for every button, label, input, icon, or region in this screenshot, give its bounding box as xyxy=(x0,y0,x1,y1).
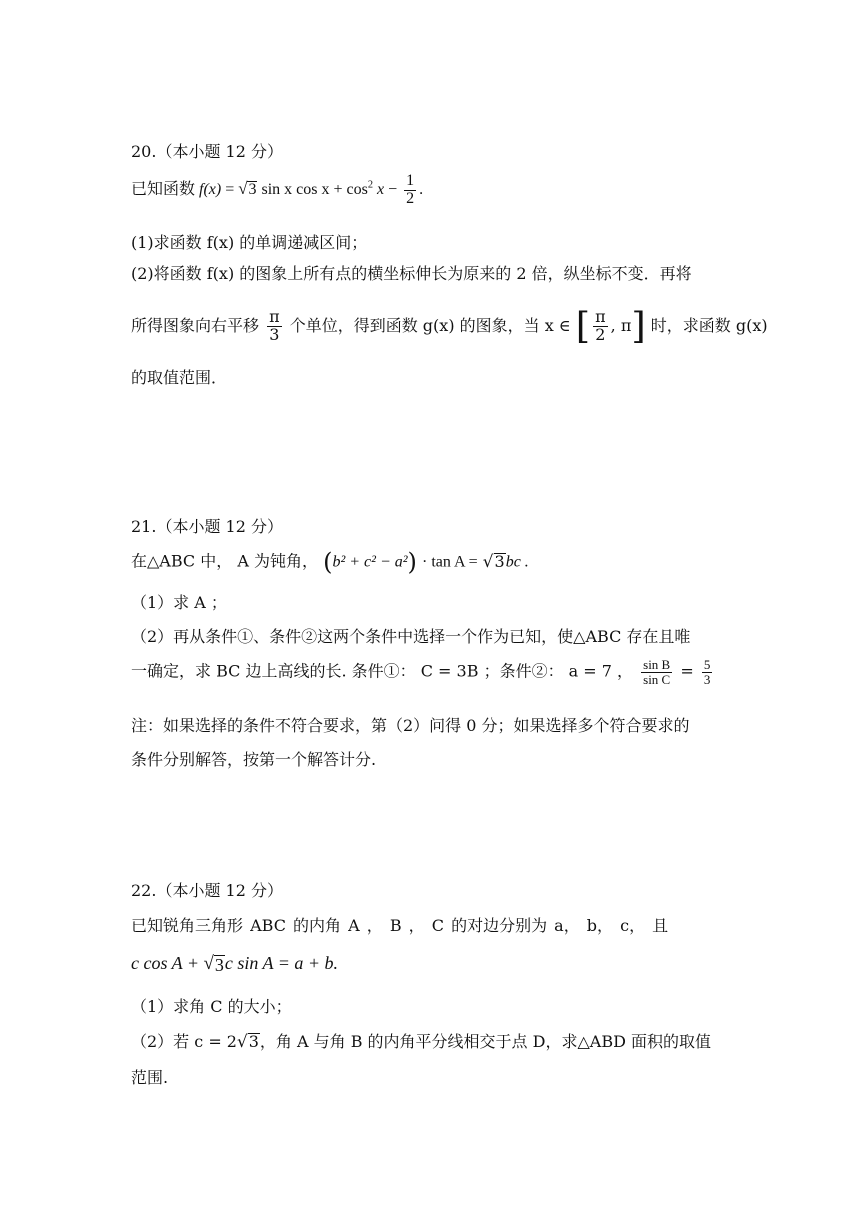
q22-line1: 已知锐角三角形 ABC 的内角 A ， B ， C 的对边分别为 a， b， c， 且 xyxy=(131,916,669,935)
q20-f-def: f(x) xyxy=(199,180,222,198)
q21-part1: （1）求 A ； xyxy=(131,593,227,612)
q20-interval-end: , π xyxy=(610,315,632,335)
q20-function-definition: 已知函数 f(x) = √ 3 sin x $\cos x + \cos^2 x$ − $\frac{1}{2}$ . xyxy=(131,172,424,207)
q21-equals: = xyxy=(680,661,694,681)
q21-line1-pre: 在△ABC 中， A 为钝角， xyxy=(131,551,318,571)
q20-interval-start: $\frac{\pi}{2}$ xyxy=(595,307,606,344)
q20-intro: 已知函数 xyxy=(131,180,196,198)
q20-part2-line3: 的取值范围． xyxy=(131,368,228,387)
q20-sqrt3: √ 3 xyxy=(238,178,257,198)
q22-line2 xyxy=(131,953,338,975)
q21-sqrt3: √ 3 xyxy=(482,550,505,571)
q21-note-line2: 条件分别解答，按第一个解答计分. xyxy=(131,750,377,769)
q21-part2-line1: （2）再从条件①、条件②这两个条件中选择一个作为已知，使△ABC 存在且唯 xyxy=(131,627,691,646)
q20-part2-line1: (2)将函数 f(x) 的图象上所有点的横坐标伸长为原来的 2 倍，纵坐标不变．再将 xyxy=(131,264,692,283)
q22-line2-pre: c cos A + xyxy=(131,953,199,973)
q20-part2-mid-text: 个单位，得到函数 g(x) 的图象，当 x ∈ xyxy=(289,315,571,335)
q21-five-thirds: $\frac{5}{3}$ xyxy=(703,657,711,687)
q21-line1-post: · tan A = xyxy=(422,553,478,571)
q22-heading: 22.（本小题 12 分） xyxy=(131,881,283,900)
q22-part2-line1 xyxy=(131,1032,711,1051)
q22-part2-line2: 范围. xyxy=(131,1068,169,1087)
q21-part2-conditions: 一确定，求 BC 边上高线的长. 条件①： C = 3B ；条件②： a = 7 ， xyxy=(131,661,634,681)
q21-line1: 在△ABC 中， A 为钝角， (b² + c² − a²) · tan A = √ 3 bc . xyxy=(131,548,529,576)
q22-part2-pre: （2）若 c = 2 xyxy=(131,1032,237,1051)
q20-heading: 20.（本小题 12 分） xyxy=(131,142,283,161)
q22-sqrt3: √ 3 xyxy=(203,953,224,975)
q20-part2-post-text: 时，求函数 g(x) xyxy=(650,315,768,335)
q21-heading: 21.（本小题 12 分） xyxy=(131,517,283,536)
q20-part2-shift-text: 所得图象向右平移 xyxy=(131,315,260,335)
q20-pi-over-3: $\frac{\pi}{3}$ xyxy=(269,307,280,344)
q20-expr-tail: sin x cos x + cos xyxy=(261,180,368,198)
q21-part2-line2 xyxy=(131,658,715,686)
q21-line1-end: bc . xyxy=(505,553,529,571)
q20-part2-line2: 所得图象向右平移 $\frac{\pi}{3}$ 个单位，得到函数 g(x) 的图象，当 x ∈ [ $\frac{\pi}{2}$ , π] 时，求函数 g(x) xyxy=(131,304,768,347)
q21-note-line1: 注：如果选择的条件不符合要求，第（2）问得 0 分；如果选择多个符合要求的 xyxy=(131,716,690,735)
q20-part1: (1)求函数 f(x) 的单调递减区间； xyxy=(131,233,368,252)
q22-part2-sqrt3: √ 3 xyxy=(237,1031,259,1051)
q22-part1: （1）求角 C 的大小； xyxy=(131,997,292,1016)
q21-line1-expr: b² + c² − a² xyxy=(332,553,408,571)
q22-line2-post: c sin A = a + b. xyxy=(224,953,338,973)
q21-sin-ratio: $\frac{\text{sin B}}{\text{sin C}}$ xyxy=(643,657,671,687)
q22-part2-post: ，角 A 与角 B 的内角平分线相交于点 D，求△ABD 面积的取值 xyxy=(259,1032,711,1051)
q20-half-fraction: $\frac{1}{2}$ xyxy=(406,172,415,207)
